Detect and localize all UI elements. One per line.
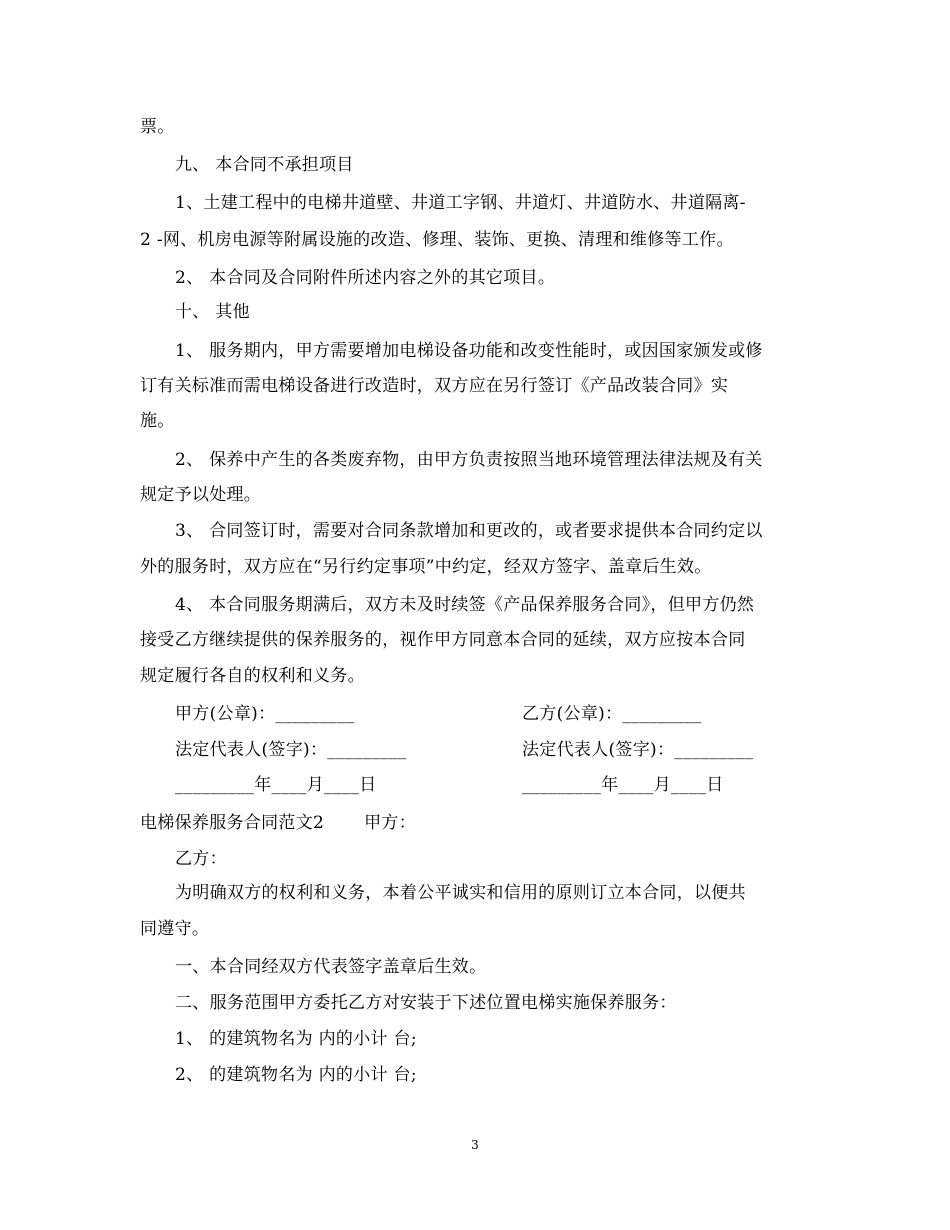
text-line: 3、 合同签订时，需要对合同条款增加和更改的，或者要求提供本合同约定以 [175, 521, 763, 541]
text-line: 一、本合同经双方代表签字盖章后生效。 [175, 957, 487, 977]
text-line: 外的服务时，双方应在“另行约定事项”中约定，经双方签字、盖章后生效。 [140, 557, 712, 577]
party-b-date-field: _________年____月____日 [522, 775, 724, 795]
text-line: 同遵守。 [140, 919, 210, 939]
text-line: 2、 的建筑物名为 内的小计 台; [175, 1065, 417, 1085]
text-line: 二、服务范围甲方委托乙方对安装于下述位置电梯实施保养服务： [175, 993, 677, 1013]
text-line: 2 -网、机房电源等附属设施的改造、修理、装饰、更换、清理和维修等工作。 [140, 230, 734, 250]
text-line: 规定履行各自的权利和义务。 [140, 666, 365, 686]
section-heading-nine: 九、 本合同不承担项目 [175, 155, 354, 175]
second-contract-title-line [140, 815, 416, 832]
text-line: 施。 [140, 411, 175, 431]
party-b-representative-field: 法定代表人(签字)：_________ [522, 740, 754, 760]
text-line: 2、 保养中产生的各类废弃物，由甲方负责按照当地环境管理法律法规及有关 [175, 450, 763, 470]
text-line: 规定予以处理。 [140, 485, 262, 505]
party-a-seal-field: 甲方(公章)：_________ [175, 704, 355, 724]
party-a-date-field: _________年____月____日 [175, 775, 377, 795]
second-contract-title: 电梯保养服务合同范文2 [140, 813, 325, 833]
text-line: 2、 本合同及合同附件所述内容之外的其它项目。 [175, 268, 556, 288]
text-line: 订有关标准而需电梯设备进行改造时，双方应在另行签订《产品改装合同》实 [140, 376, 729, 396]
text-line: 为明确双方的权利和义务，本着公平诚实和信用的原则订立本合同，以便共 [175, 883, 746, 903]
text-line: 4、 本合同服务期满后，双方未及时续签《产品保养服务合同》，但甲方仍然 [175, 595, 755, 615]
page-number: 3 [471, 1138, 479, 1152]
section-heading-ten: 十、 其他 [175, 302, 250, 322]
text-line: 接受乙方继续提供的保养服务的，视作甲方同意本合同的延续，双方应按本合同 [140, 630, 746, 650]
party-a-label: 甲方： [364, 813, 417, 833]
party-a-representative-field: 法定代表人(签字)：_________ [175, 740, 407, 760]
text-line: 1、 的建筑物名为 内的小计 台; [175, 1029, 417, 1049]
text-line: 1、 服务期内，甲方需要增加电梯设备功能和改变性能时，或因国家颁发或修 [175, 341, 763, 361]
text-line: 1、土建工程中的电梯井道壁、井道工字钢、井道灯、井道防水、井道隔离- [175, 193, 746, 213]
party-b-label: 乙方： [175, 849, 227, 869]
text-line: 票。 [140, 117, 175, 137]
party-b-seal-field: 乙方(公章)：_________ [522, 704, 702, 724]
